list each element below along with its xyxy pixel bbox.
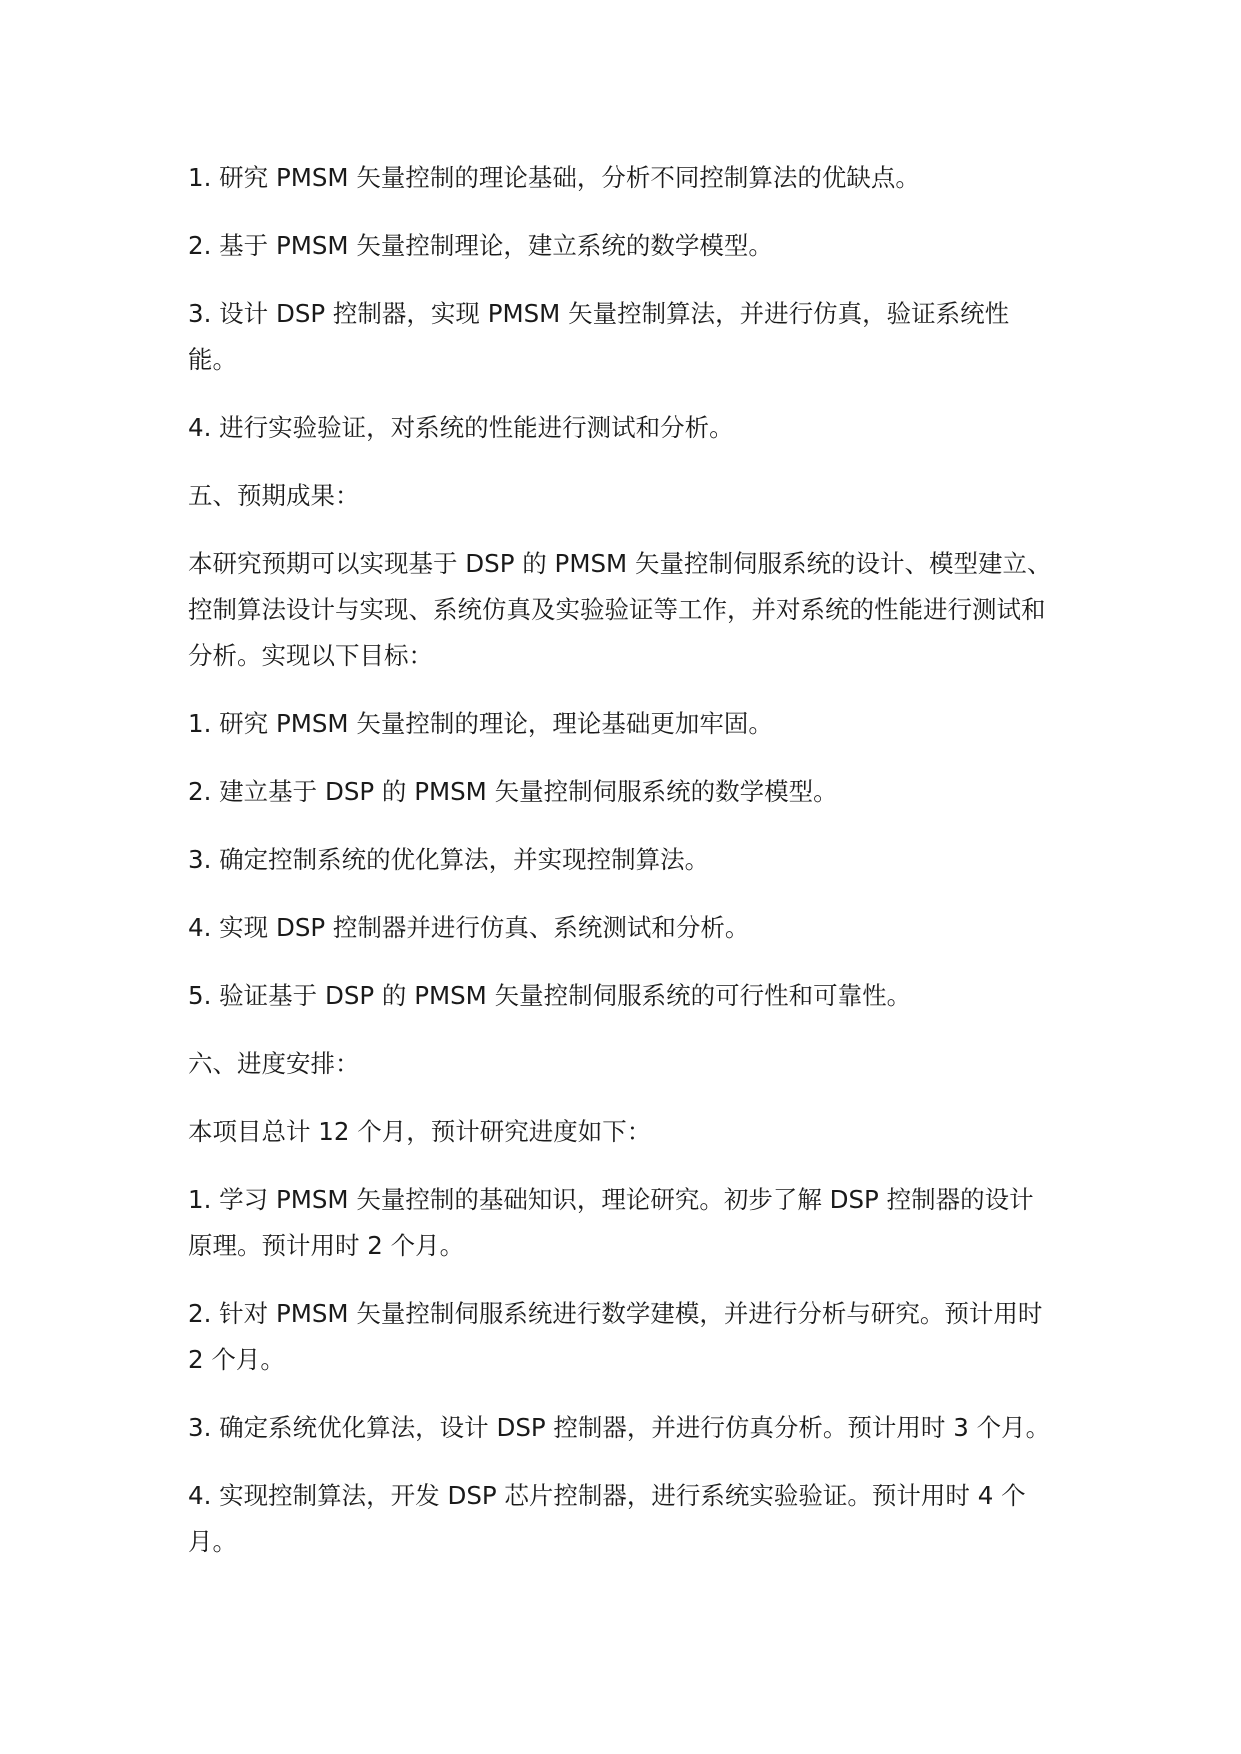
list-item-experiment: 4. 进行实验验证，对系统的性能进行测试和分析。 — [188, 413, 734, 442]
goal-item-5: 5. 验证基于 DSP 的 PMSM 矢量控制伺服系统的可行性和可靠性。 — [188, 981, 912, 1010]
list-item-research-theory: 1. 研究 PMSM 矢量控制的理论基础，分析不同控制算法的优缺点。 — [188, 163, 920, 192]
schedule-intro: 本项目总计 12 个月，预计研究进度如下： — [188, 1117, 652, 1146]
goal-item-1: 1. 研究 PMSM 矢量控制的理论，理论基础更加牢固。 — [188, 709, 773, 738]
section-heading-expected-results: 五、预期成果： — [188, 481, 360, 510]
schedule-item-3: 3. 确定系统优化算法，设计 DSP 控制器，并进行仿真分析。预计用时 3 个月。 — [188, 1413, 1051, 1442]
section-heading-schedule: 六、进度安排： — [188, 1049, 360, 1078]
schedule-item-2: 2. 针对 PMSM 矢量控制伺服系统进行数学建模，并进行分析与研究。预计用时 2 个月。 — [188, 1299, 1043, 1374]
schedule-item-1: 1. 学习 PMSM 矢量控制的基础知识，理论研究。初步了解 DSP 控制器的设计原理。预计用时 2 个月。 — [188, 1185, 1034, 1260]
goal-item-2: 2. 建立基于 DSP 的 PMSM 矢量控制伺服系统的数学模型。 — [188, 777, 838, 806]
list-item-dsp-design: 3. 设计 DSP 控制器，实现 PMSM 矢量控制算法，并进行仿真，验证系统性能。 — [188, 299, 1010, 374]
expected-results-intro: 本研究预期可以实现基于 DSP 的 PMSM 矢量控制伺服系统的设计、模型建立、控制算法设计与实现、系统仿真及实验验证等工作，并对系统的性能进行测试和分析。实现以下目标： — [188, 549, 1052, 670]
document-body — [188, 155, 1056, 1565]
goal-item-3: 3. 确定控制系统的优化算法，并实现控制算法。 — [188, 845, 710, 874]
goal-item-4: 4. 实现 DSP 控制器并进行仿真、系统测试和分析。 — [188, 913, 750, 942]
schedule-item-4: 4. 实现控制算法，开发 DSP 芯片控制器，进行系统实验验证。预计用时 4 个月。 — [188, 1481, 1026, 1556]
list-item-math-model: 2. 基于 PMSM 矢量控制理论，建立系统的数学模型。 — [188, 231, 773, 260]
